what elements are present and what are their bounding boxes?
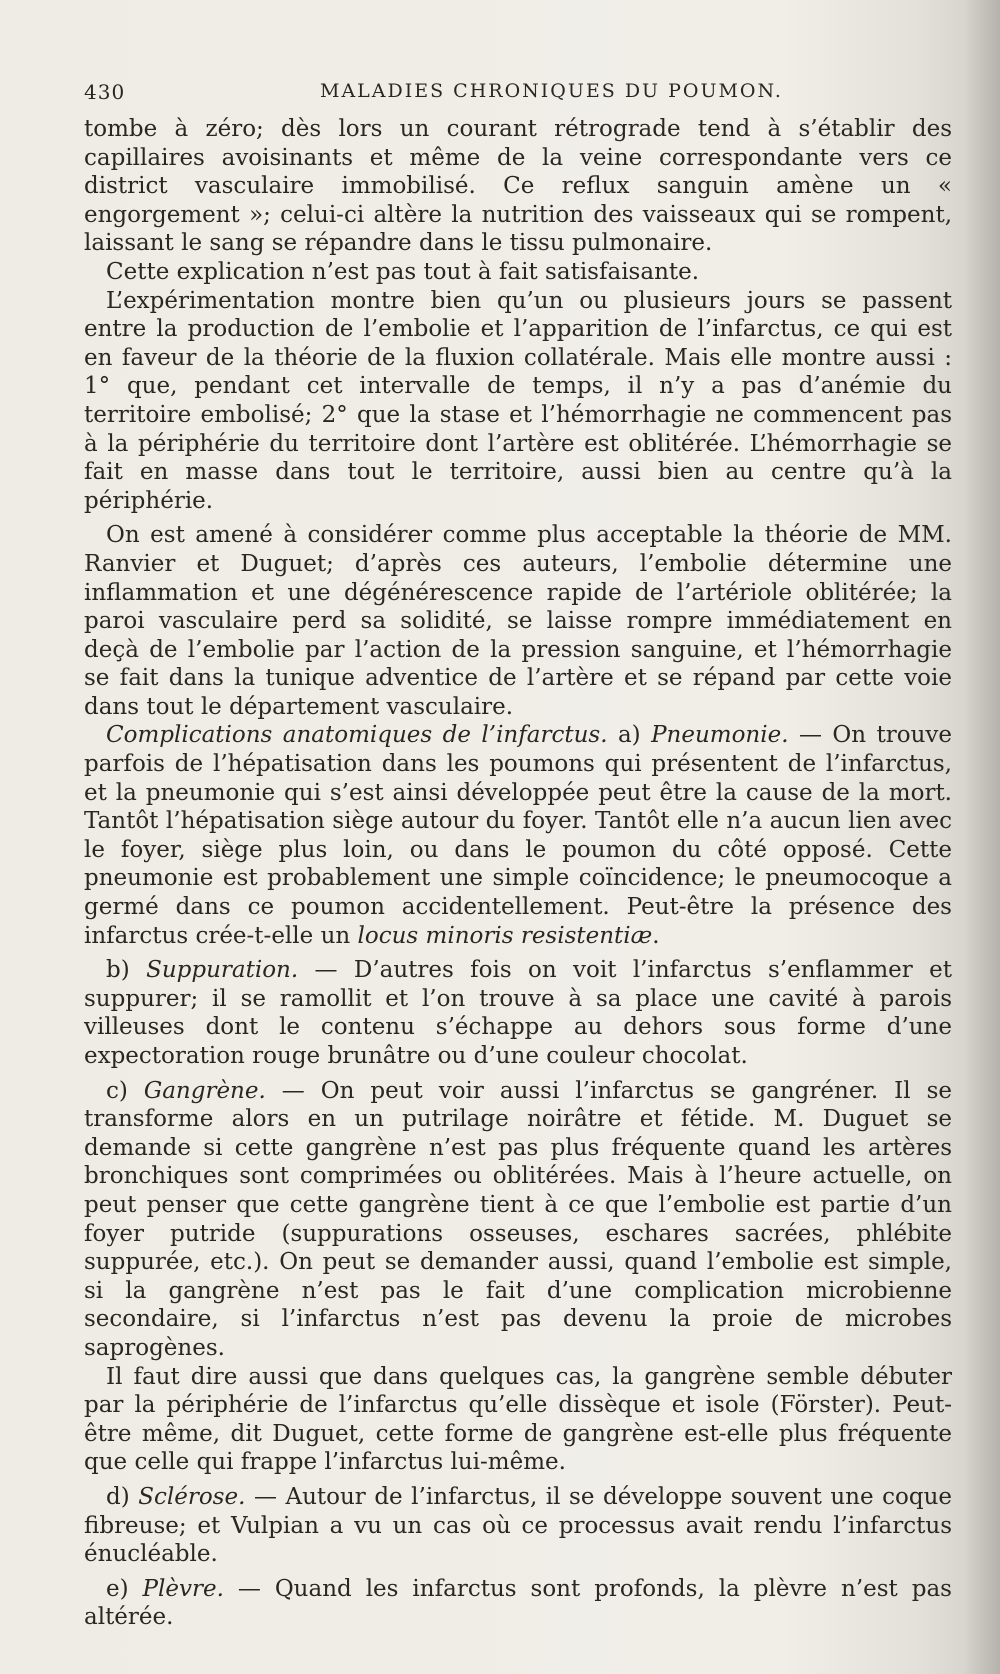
subsection-heading: Gangrène.: [143, 1077, 266, 1104]
page-header: [84, 76, 944, 110]
paragraph: d) Sclérose. — Autour de l’infarctus, il se développe souvent une coque fibreuse; et Vulpian a vu un cas où ce processus avait rendu l’infarctus énucléable.: [84, 1483, 953, 1568]
paragraph: e) Plèvre. — Quand les infarctus sont profonds, la plèvre n’est pas altérée.: [84, 1575, 952, 1631]
subsection-heading: Suppuration.: [146, 957, 299, 984]
subsection-heading: Pneumonie.: [651, 722, 789, 749]
paragraph: Complications anatomiques de l’infarctus. a) Pneumonie. — On trouve parfois de l’hépatisation dans les poumons qui présentent de l’infarctus, et la pneumonie qui s’est ainsi développée peut être la cause de la mort. Tantôt l’hépatisation siège autour du foyer. Tantôt elle n’a aucun lien avec le foyer, siège plus loin, ou dans le poumon du côté opposé. Cette pneumonie est probablement une simple coïncidence; le pneumocoque a germé dans ce poumon accidentellement. Peut-être la présence des infarctus crée-t-elle un locus minoris resistentiæ.: [84, 722, 952, 949]
paragraph: On est amené à considérer comme plus acceptable la théorie de MM. Ranvier et Duguet; d’après ces auteurs, l’embolie détermine une inflammation et une dégénérescence rapide de l’artériole oblitérée; la paroi vasculaire perd sa solidité, se laisse rompre immédiatement en deçà de l’embolie par l’action de la pression sanguine, et l’hémorrhagie se fait dans la tunique adventice de l’artère et se répand par cette voie dans tout le département vasculaire.: [84, 522, 952, 720]
paragraph: Cette explication n’est pas tout à fait satisfaisante.: [106, 258, 700, 285]
paragraph: L’expérimentation montre bien qu’un ou plusieurs jours se passent entre la production de l’embolie et l’apparition de l’infarctus, ce qui est en faveur de la théorie de la fluxion collatérale. Mais elle montre aussi : 1° que, pendant cet intervalle de temps, il n’y a pas d’anémie du territoire embolisé; 2° que la stase et l’hémorrhagie ne commencent pas à la périphérie du territoire dont l’artère est oblitérée. L’hémorrhagie se fait en masse dans tout le territoire, aussi bien au centre qu’à la périphérie.: [84, 287, 952, 514]
paragraph: tombe à zéro; dès lors un courant rétrograde tend à s’établir des capillaires avoisinants et même de la veine correspondante vers ce district vasculaire immobilisé. Ce reflux sanguin amène un « engorgement »; celui-ci altère la nutrition des vaisseaux qui se rompent, laissant le sang se répandre dans le tissu pulmonaire.: [84, 116, 952, 257]
paragraph: c) Gangrène. — On peut voir aussi l’infarctus se gangréner. Il se transforme alors en un putrilage noirâtre et fétide. M. Duguet se demande si cette gangrène n’est pas plus fréquente quand les artères bronchiques sont comprimées ou oblitérées. Mais à l’heure actuelle, on peut penser que cette gangrène tient à ce que l’embolie est partie d’un foyer putride (suppurations osseuses, eschares sacrées, phlébite suppurée, etc.). On peut se demander aussi, quand l’embolie est simple, si la gangrène n’est pas le fait d’une complication microbienne secondaire, si l’infarctus n’est pas devenu la proie de microbes saprogènes.: [84, 1077, 952, 1361]
body-text: [84, 115, 952, 1632]
section-heading: Complications anatomiques de l’infarctus.: [106, 722, 608, 749]
running-title: MALADIES CHRONIQUES DU POUMON.: [320, 80, 783, 102]
page-number: 430: [84, 80, 126, 104]
subsection-heading: Plèvre.: [142, 1575, 224, 1602]
paragraph: Il faut dire aussi que dans quelques cas, la gangrène semble débuter par la périphérie de l’infarctus qu’elle dissèque et isole (Förster). Peut-être même, dit Duguet, cette forme de gangrène est-elle plus fréquente que celle qui frappe l’infarctus lui-même.: [84, 1363, 952, 1476]
page-edge-shadow: [964, 0, 1000, 1674]
paragraph: b) Suppuration. — D’autres fois on voit l’infarctus s’enflammer et suppurer; il se ramollit et l’on trouve à sa place une cavité à parois villeuses dont le contenu s’échappe au dehors sous forme d’une expectoration rouge brunâtre ou d’une couleur chocolat.: [84, 957, 952, 1069]
subsection-heading: Sclérose.: [138, 1483, 246, 1510]
